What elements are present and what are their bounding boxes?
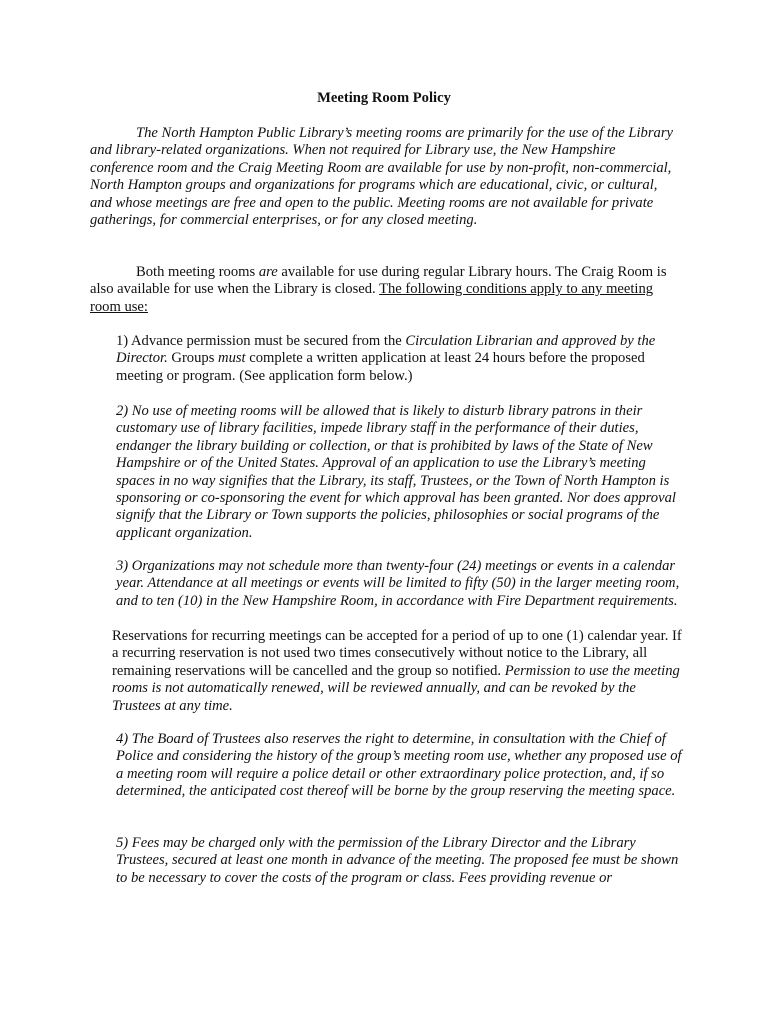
availability-text-1: Both meeting rooms	[136, 264, 259, 280]
availability-text-2: available for use during regular Library hours. The Craig Room is also available for use when the Library is closed.	[90, 264, 667, 298]
availability-emphasis: are	[258, 264, 278, 280]
condition-item-1	[116, 333, 686, 385]
condition-item-3: 3) Organizations may not schedule more than twenty-four (24) meetings or events in a calendar year. Attendance at all meetings or events will be limited to fifty (50) in the larger meeting room, and to ten (10) in the New Hampshire Room, in accordance with Fire Department requirements.	[116, 558, 680, 609]
item1-text-3: complete a written application at least 24 hours before the proposed meeting or program. (See application form below.)	[116, 350, 645, 384]
condition-item-2: 2) No use of meeting rooms will be allowed that is likely to disturb library patrons in their customary use of library facilities, impede library staff in the performance of their duties, endanger the library building or collection, or that is prohibited by laws of the State of New Hampshire or of the United States. Approval of an application to use the Library’s meeting spaces in no way signifies that the Library, its staff, Trustees, or the Town of North Hampton is sponsoring or co-sponsoring the event for which approval has been granted. Nor does approval signify that the Library or Town supports the policies, philosophies or social programs of the applicant organization.	[116, 403, 676, 541]
item1-text-2: Groups	[167, 350, 219, 367]
reservations-paragraph	[112, 628, 687, 715]
document-title: Meeting Room Policy	[317, 90, 451, 106]
reservations-text: Reservations for recurring meetings can be accepted for a period of up to one (1) calendar year. If a recurring reservation is not used two times consecutively without notice to the Library, all remaining reservations will be cancelled and the group so notified.	[112, 628, 682, 679]
item1-emphasis: must	[218, 350, 246, 367]
reservations-permission: Permission to use the meeting rooms is not automatically renewed, will be reviewed annually, and can be revoked by the Trustees at any time.	[112, 662, 680, 714]
condition-item-5: 5) Fees may be charged only with the permission of the Library Director and the Library Trustees, secured at least one month in advance of the meeting. The proposed fee must be shown to be necessary to cover the costs of the program or class. Fees providing revenue or	[116, 835, 679, 886]
item1-approver: Circulation Librarian and approved by the Director.	[116, 333, 656, 367]
condition-item-4: 4) The Board of Trustees also reserves the right to determine, in consultation with the Chief of Police and considering the history of the group’s meeting room use, whether any proposed use of a meeting room will require a police detail or other extraordinary police protection, and, if so determined, the anticipated cost thereof will be borne by the group reserving the meeting space.	[116, 731, 682, 800]
item1-text-1: 1) Advance permission must be secured from the	[116, 333, 406, 349]
availability-paragraph	[90, 264, 675, 316]
conditions-heading: The following conditions apply to any meeting room use:	[90, 281, 654, 315]
intro-paragraph: The North Hampton Public Library’s meeting rooms are primarily for the use of the Library and library-related organizations. When not required for Library use, the New Hampshire conference room and the Craig Meeting Room are available for use by non-profit, non-commercial, North Hampton groups and organizations for programs which are educational, civic, or cultural, and whose meetings are free and open to the public. Meeting rooms are not available for private gatherings, for commercial enterprises, or for any closed meeting.	[90, 125, 673, 229]
